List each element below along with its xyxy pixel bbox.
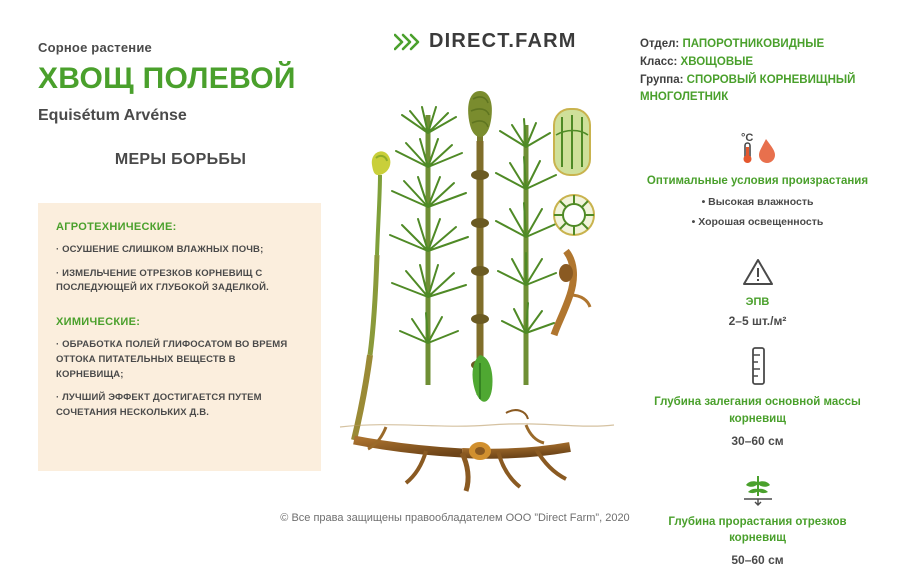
measures-title: МЕРЫ БОРЬБЫ — [114, 150, 247, 168]
list-item: · ОСУШЕНИЕ СЛИШКОМ ВЛАЖНЫХ ПОЧВ; — [56, 244, 264, 255]
agrotechnical-heading: АГРОТЕХНИЧЕСКИЕ: — [56, 221, 177, 233]
taxonomy-division — [640, 36, 875, 54]
ruler-icon — [640, 346, 875, 386]
taxonomy-class-label: Класс: — [640, 55, 678, 68]
taxonomy-class-value: ХВОЩОВЫЕ — [680, 55, 754, 68]
fact-title: Оптимальные условия произрастания — [646, 175, 869, 188]
epv-badge: ЭПВ — [745, 296, 770, 309]
list-item: · ОБРАБОТКА ПОЛЕЙ ГЛИФОСАТОМ ВО ВРЕМЯ ОТТОКА ПИТАТЕЛЬНЫХ ВЕЩЕСТВ В КОРНЕВИЩА; — [56, 339, 288, 380]
kicker-label: Сорное растение — [38, 40, 152, 55]
brand-logo — [394, 30, 577, 53]
sprout-depth-icon — [640, 466, 875, 506]
fact-line: • Хорошая освещенность — [691, 216, 824, 229]
left-header-block — [38, 40, 323, 169]
chemical-heading: ХИМИЧЕСКИЕ: — [56, 316, 141, 329]
latin-name: Equisétum Arvénse — [38, 106, 187, 124]
taxonomy-block — [640, 36, 875, 107]
fact-economic-threshold — [640, 248, 875, 328]
plant-illustration — [330, 55, 620, 495]
page-title: ХВОЩ ПОЛЕВОЙ — [38, 62, 296, 95]
chevrons-icon — [394, 33, 420, 51]
taxonomy-group — [640, 72, 875, 108]
fact-title: Глубина залегания основной массы корневищ — [654, 396, 861, 426]
copyright-footer: © Все права защищены правообладателем ООО ”Direct Farm”, 2020 — [280, 512, 630, 524]
svg-text:°C: °C — [740, 132, 753, 145]
control-measures-panel — [38, 203, 321, 471]
taxonomy-division-label: Отдел: — [640, 38, 680, 50]
taxonomy-group-value: СПОРОВЫЙ КОРНЕВИЩНЫЙ МНОГОЛЕТНИК — [640, 73, 856, 104]
brand-logo-text: DIRECT.FARM — [429, 30, 577, 52]
right-info-column — [640, 36, 875, 567]
taxonomy-class — [640, 54, 875, 72]
temperature-droplet-icon — [640, 125, 875, 165]
taxonomy-group-label: Группа: — [640, 73, 684, 86]
fact-growing-conditions — [640, 125, 875, 230]
fact-value: 50–60 см — [731, 553, 784, 567]
warning-triangle-icon — [640, 248, 875, 288]
list-item: · ИЗМЕЛЬЧЕНИЕ ОТРЕЗКОВ КОРНЕВИЩ С ПОСЛЕДУЮЩЕЙ ИХ ГЛУБОКОЙ ЗАДЕЛКОЙ. — [56, 267, 269, 294]
list-item: · ЛУЧШИЙ ЭФФЕКТ ДОСТИГАЕТСЯ ПУТЕМ СОЧЕТАНИЯ НЕСКОЛЬКИХ Д.В. — [56, 392, 262, 419]
fact-title: Глубина прорастания отрезков корневищ — [668, 515, 847, 545]
fact-line: • Высокая влажность — [701, 195, 814, 208]
fact-value: 2–5 шт./м² — [728, 314, 787, 329]
fact-value: 30–60 см — [731, 433, 784, 448]
fact-rhizome-depth — [640, 346, 875, 447]
taxonomy-division-value: ПАПОРОТНИКОВИДНЫЕ — [682, 38, 825, 50]
